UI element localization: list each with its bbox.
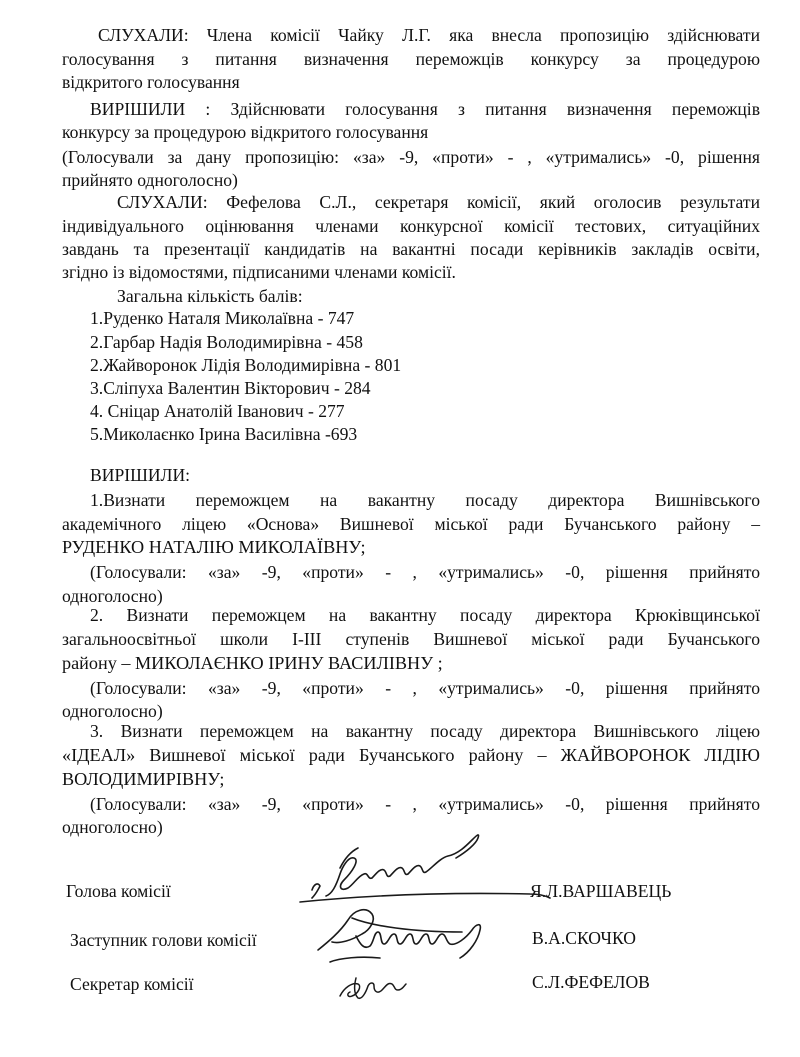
p1-line-1: СЛУХАЛИ: Члена комісії Чайку Л.Г. яка внесла пропозицію здійснювати: [98, 25, 760, 45]
deputy-signature: [318, 910, 480, 962]
decision-1-vote-2: одноголосно): [62, 586, 163, 606]
decision-2-line-3: району – МИКОЛАЄНКО ІРИНУ ВАСИЛІВНУ ;: [62, 653, 443, 673]
score-item: 4. Сніцар Анатолій Іванович - 277: [90, 401, 345, 421]
p2-line-1: ВИРІШИЛИ : Здійснювати голосування з питання визначення переможців: [90, 99, 760, 119]
decision-1-line-1: 1.Визнати переможцем на вакантну посаду директора Вишнівського: [90, 490, 760, 510]
score-item: 1.Руденко Наталя Миколаївна - 747: [90, 308, 355, 328]
p2-line-2: конкурсу за процедурою відкритого голосування: [62, 122, 429, 142]
decision-2-vote-2: одноголосно): [62, 701, 163, 721]
p3-line-1: СЛУХАЛИ: Фефелова С.Л., секретаря комісії, який оголосив результати: [117, 192, 760, 212]
secretary-name: С.Л.ФЕФЕЛОВ: [532, 972, 650, 992]
secretary-signature: [340, 978, 406, 998]
decision-2-vote-1: (Голосували: «за» -9, «проти» - , «утримались» -0, рішення прийнято: [90, 678, 760, 698]
head-label: Голова комісії: [66, 881, 171, 901]
score-item: 2.Жайворонок Лідія Володимирівна - 801: [90, 355, 402, 375]
head-name: Я.Л.ВАРШАВЕЦЬ: [530, 881, 672, 901]
deputy-label: Заступник голови комісії: [70, 930, 257, 950]
decision-1-vote-1: (Голосували: «за» -9, «проти» - , «утримались» -0, рішення прийнято: [90, 562, 760, 582]
p3-line-4: згідно із відомостями, підписаними членами комісії.: [62, 262, 456, 282]
deputy-name: В.А.СКОЧКО: [532, 928, 636, 948]
decision-3-line-1: 3. Визнати переможцем на вакантну посаду директора Вишнівського ліцею: [90, 721, 760, 741]
score-item: 2.Гарбар Надія Володимирівна - 458: [90, 332, 363, 352]
decision-1-line-3: РУДЕНКО НАТАЛІЮ МИКОЛАЇВНУ;: [62, 537, 366, 557]
decision-3-line-2: «ІДЕАЛ» Вишневої міської ради Бучанського району – ЖАЙВОРОНОК ЛІДІЮ: [62, 745, 760, 765]
secretary-label: Секретар комісії: [70, 974, 194, 994]
score-item: 3.Сліпуха Валентин Вікторович - 284: [90, 378, 371, 398]
decision-2-line-2: загальноосвітньої школи І-ІІІ ступенів Вишневої міської ради Бучанського: [62, 629, 760, 649]
score-item: 5.Миколаєнко Ірина Василівна -693: [90, 424, 358, 444]
p1-line-2: голосування з питання визначення переможців конкурсу за процедурою: [62, 49, 760, 69]
p3-line-3: завдань та презентації кандидатів на вакантні посади керівників закладів освіти,: [62, 239, 760, 259]
decision-3-vote-2: одноголосно): [62, 817, 163, 837]
p2-line-3: (Голосували за дану пропозицію: «за» -9, «проти» - , «утримались» -0, рішення: [62, 147, 760, 167]
decision-3-vote-1: (Голосували: «за» -9, «проти» - , «утримались» -0, рішення прийнято: [90, 794, 760, 814]
decision-1-line-2: академічного ліцею «Основа» Вишневої міської ради Бучанського району –: [62, 514, 760, 534]
p3-line-2: індивідуального оцінювання членами конкурсної комісії тестових, ситуаційних: [62, 216, 760, 236]
decision-3-line-3: ВОЛОДИМИРІВНУ;: [62, 769, 225, 789]
p2-line-4: прийнято одноголосно): [62, 170, 238, 190]
scores-heading: Загальна кількість балів:: [117, 286, 303, 306]
decision-heading: ВИРІШИЛИ:: [90, 465, 191, 485]
p1-line-3: відкритого голосування: [62, 72, 240, 92]
head-signature: [300, 835, 550, 902]
decision-2-line-1: 2. Визнати переможцем на вакантну посаду директора Крюківщинської: [90, 605, 760, 625]
